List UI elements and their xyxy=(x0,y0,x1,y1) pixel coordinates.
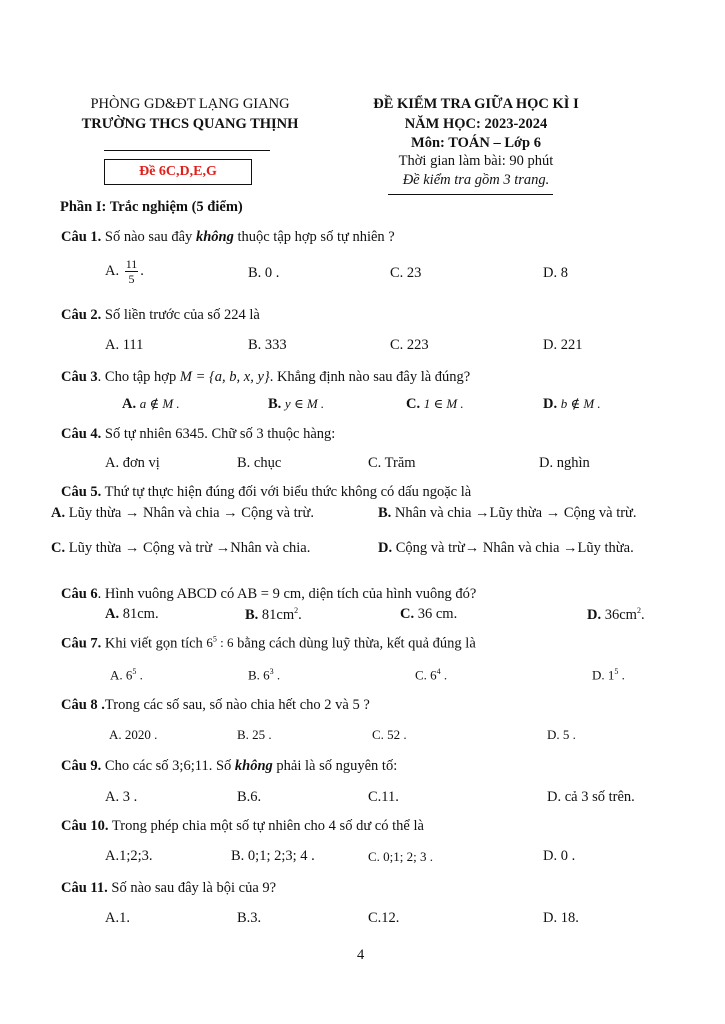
q6-option-b: B. $81cm^2$. xyxy=(245,606,302,623)
q1-option-c: C. 23 xyxy=(390,265,422,281)
q5-option-d: D. Cộng và trừ→ Nhân và chia →Lũy thừa. xyxy=(378,540,634,556)
q8-option-b: B. 25 . xyxy=(237,727,272,742)
pages-note: Đề kiểm tra gồm 3 trang. xyxy=(402,172,550,188)
section-title: Phần I: Trắc nghiệm (5 điểm) xyxy=(60,199,243,215)
q2-option-c: C. 223 xyxy=(390,337,429,353)
q3-option-d: D. b ∉ M . xyxy=(543,396,601,412)
q9-option-d: D. cả 3 số trên. xyxy=(547,789,635,805)
question-8: Câu 8 .Trong các số sau, số nào chia hết cho 2 và 5 ? xyxy=(61,697,370,713)
q5-option-a: A. Lũy thừa → Nhân và chia → Cộng và trừ. xyxy=(51,505,314,521)
exam-code-box: Đề 6C,D,E,G xyxy=(104,159,252,185)
q6-option-d: D. $36cm^2$. xyxy=(587,606,645,623)
question-3: Câu 3. Cho tập hợp M = {a, b, x, y}. Khẳng định nào sau đây là đúng? xyxy=(61,369,471,385)
question-9: Câu 9. Cho các số 3;6;11. Số không phải là số nguyên tố: xyxy=(61,758,398,774)
question-11: Câu 11. Số nào sau đây là bội của 9? xyxy=(61,880,277,896)
q9-option-a: A. 3 . xyxy=(105,789,138,805)
q11-option-d: D. 18. xyxy=(543,910,579,926)
question-2: Câu 2. Số liền trước của số 224 là xyxy=(61,307,260,323)
q4-option-c: C. Trăm xyxy=(368,455,416,471)
subject: Môn: TOÁN – Lớp 6 xyxy=(411,135,541,151)
q4-option-a: A. đơn vị xyxy=(105,455,160,471)
q1-option-a: A. $\frac{11}{5}$ . xyxy=(105,257,144,286)
q3-option-a: A. a ∉ M . xyxy=(122,396,180,412)
exam-title: ĐỀ KIỂM TRA GIỮA HỌC KÌ I xyxy=(373,96,579,112)
school-year: NĂM HỌC: 2023-2024 xyxy=(404,116,548,132)
q7-option-c: C. $6^4$ . xyxy=(415,667,448,683)
q10-option-b: B. 0;1; 2;3; 4 . xyxy=(231,848,315,864)
question-10: Câu 10. Trong phép chia một số tự nhiên cho 4 số dư có thể là xyxy=(61,818,424,834)
q2-option-d: D. 221 xyxy=(543,337,583,353)
q1-option-b: B. 0 . xyxy=(248,265,280,281)
q8-option-a: A. 2020 . xyxy=(109,727,158,742)
q10-option-d: D. 0 . xyxy=(543,848,576,864)
q5-option-c: C. Lũy thừa → Cộng và trừ →Nhân và chia. xyxy=(51,540,311,556)
q10-option-a: A.1;2;3. xyxy=(105,848,153,864)
q8-option-c: C. 52 . xyxy=(372,727,407,742)
q9-option-c: C.11. xyxy=(368,789,399,805)
q7-option-b: B. $6^3$ . xyxy=(248,667,281,683)
question-1: Câu 1. Số nào sau đây không thuộc tập hợp số tự nhiên ? xyxy=(61,229,395,245)
q11-option-a: A.1. xyxy=(105,910,130,926)
q4-option-d: D. nghìn xyxy=(539,455,590,471)
header-divider xyxy=(104,150,270,151)
q6-option-c: C. 36 cm. xyxy=(400,606,458,622)
q2-option-b: B. 333 xyxy=(248,337,287,353)
q3-option-b: B. y ∈ M . xyxy=(268,396,325,412)
q11-option-b: B.3. xyxy=(237,910,262,926)
question-5: Câu 5. Thứ tự thực hiện đúng đối với biểu thức không có dấu ngoặc là xyxy=(61,484,472,500)
q7-option-a: A. $6^5$ . xyxy=(110,667,143,683)
school-name: TRƯỜNG THCS QUANG THỊNH xyxy=(81,116,299,132)
q9-option-b: B.6. xyxy=(237,789,262,805)
question-6: Câu 6. Hình vuông ABCD có AB = 9 cm, diện tích của hình vuông đó? xyxy=(61,586,477,602)
q1-option-d: D. 8 xyxy=(543,265,568,281)
q11-option-c: C.12. xyxy=(368,910,400,926)
pages-note-underline xyxy=(388,194,553,195)
q6-option-a: A. 81cm. xyxy=(105,606,159,622)
fraction: $\frac{11}{5}$ xyxy=(125,257,138,286)
q3-option-c: C. 1 ∈ M . xyxy=(406,396,464,412)
q10-option-c: C. 0;1; 2; 3 . xyxy=(368,849,434,864)
q2-option-a: A. 111 xyxy=(105,337,144,353)
page-number: 4 xyxy=(357,947,365,963)
q7-option-d: D. $1^5$ . xyxy=(592,667,625,683)
q5-option-b: B. Nhân và chia →Lũy thừa → Cộng và trừ. xyxy=(378,505,637,521)
exam-time: Thời gian làm bài: 90 phút xyxy=(398,153,554,169)
q8-option-d: D. 5 . xyxy=(547,727,576,742)
department-name: PHÒNG GD&ĐT LẠNG GIANG xyxy=(90,96,290,112)
q4-option-b: B. chục xyxy=(237,455,282,471)
question-4: Câu 4. Số tự nhiên 6345. Chữ số 3 thuộc hàng: xyxy=(61,426,336,442)
question-7: Câu 7. Khi viết gọn tích $6^5$ : 6 bằng cách dùng luỹ thừa, kết quả đúng là xyxy=(61,635,476,652)
